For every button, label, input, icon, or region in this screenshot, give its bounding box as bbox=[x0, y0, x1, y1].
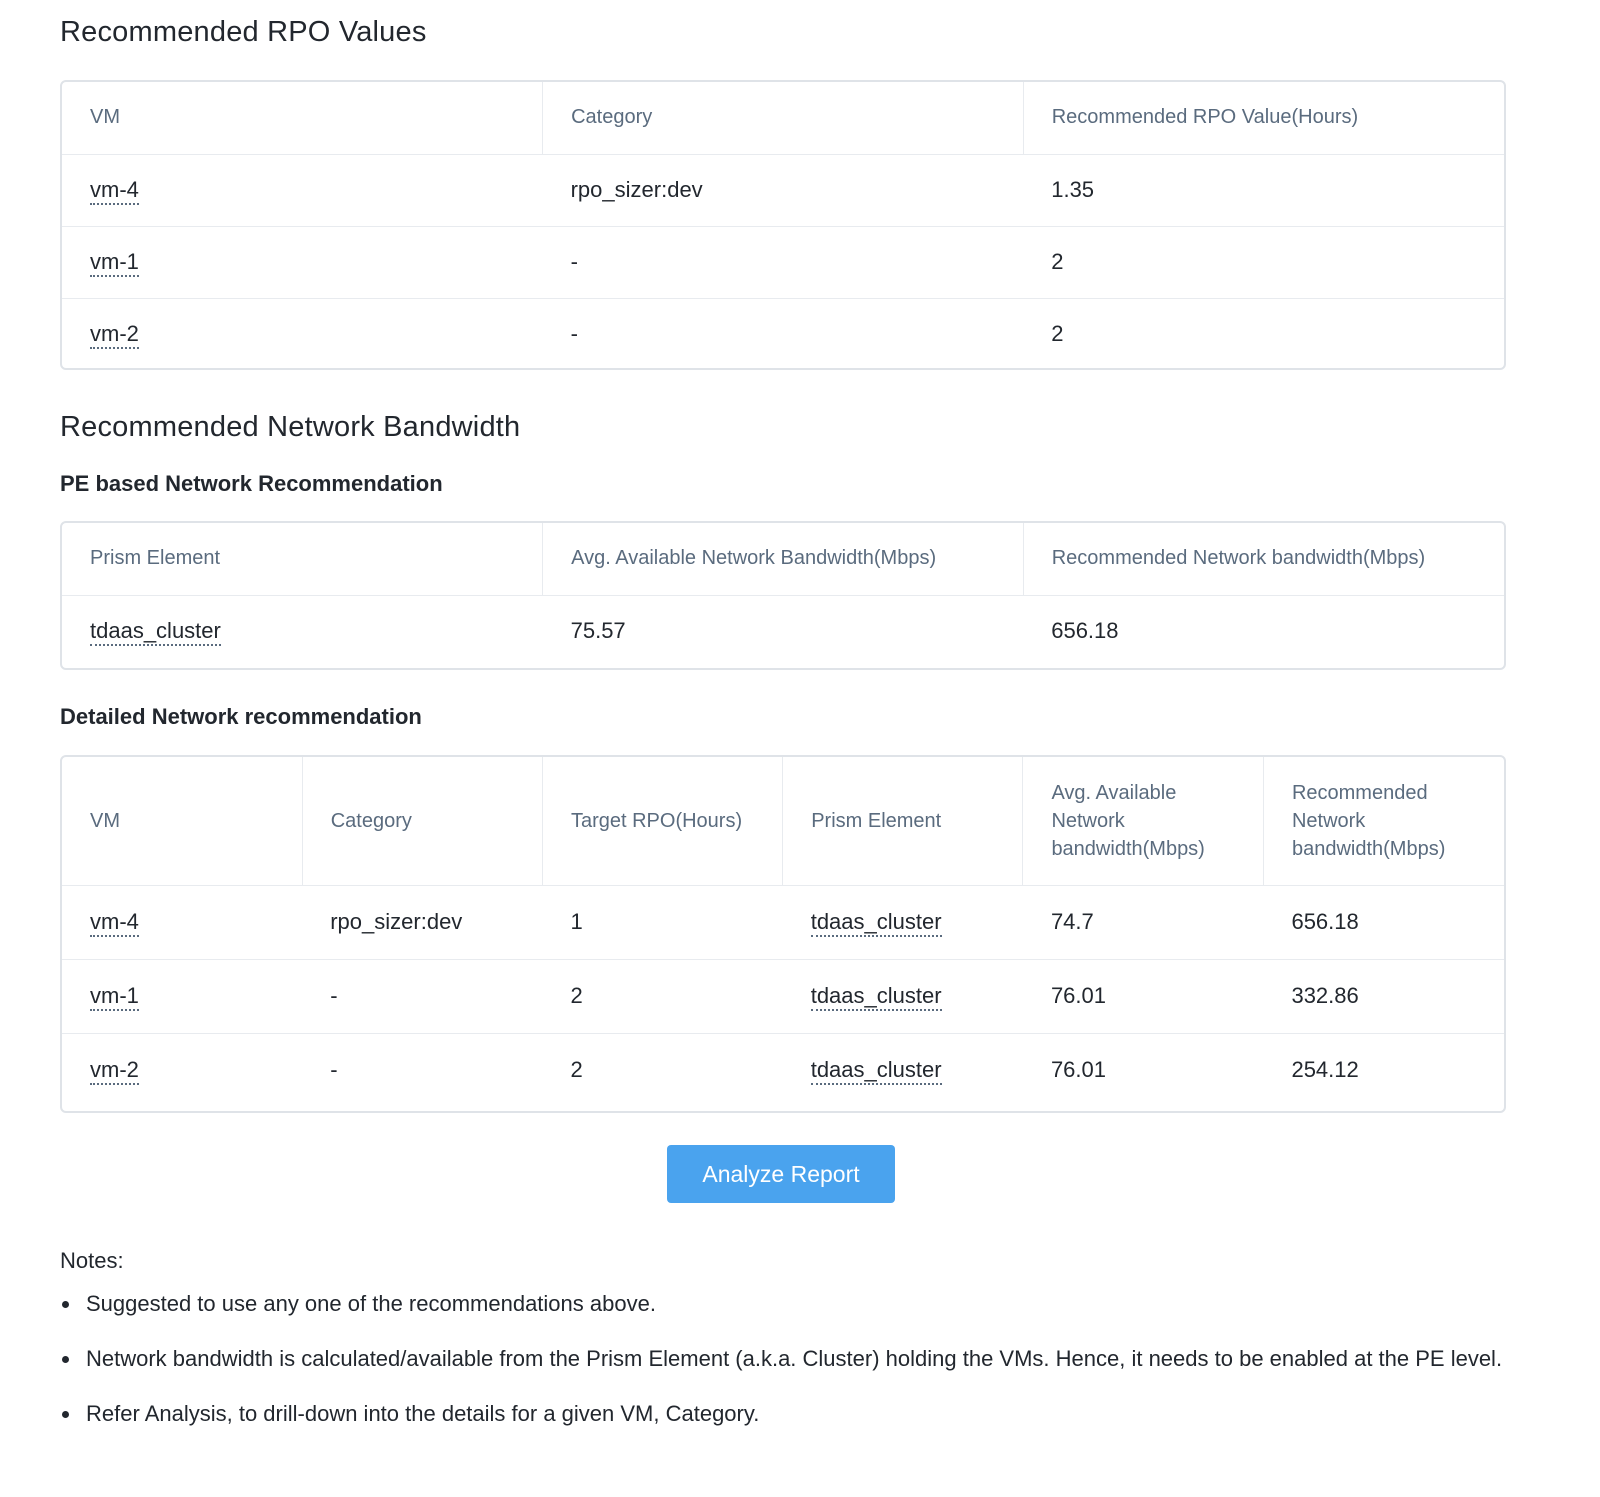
rpo-table bbox=[60, 80, 1506, 370]
column-header-target-rpo: Target RPO(Hours) bbox=[542, 757, 782, 885]
cell-vm bbox=[62, 298, 543, 370]
notes-label: Notes: bbox=[60, 1248, 124, 1273]
column-header-category: Category bbox=[543, 82, 1024, 154]
table-row bbox=[62, 1033, 1504, 1107]
cell-vm bbox=[62, 226, 543, 298]
cell-target-rpo: 1 bbox=[542, 885, 782, 959]
cell-target-rpo: 2 bbox=[542, 1033, 782, 1107]
table-header-row bbox=[62, 523, 1504, 595]
cell-target-rpo: 2 bbox=[542, 959, 782, 1033]
cell-category: - bbox=[543, 226, 1024, 298]
column-header-category: Category bbox=[302, 757, 542, 885]
list-item: Refer Analysis, to drill-down into the details for a given VM, Category. bbox=[60, 1394, 1504, 1434]
cell-vm bbox=[62, 885, 302, 959]
cell-category: - bbox=[543, 298, 1024, 370]
cell-recommended-bandwidth: 254.12 bbox=[1263, 1033, 1504, 1107]
notes-list bbox=[60, 1284, 1504, 1434]
prism-element-link[interactable]: tdaas_cluster bbox=[90, 618, 221, 646]
list-item: Suggested to use any one of the recommendations above. bbox=[60, 1284, 1504, 1324]
cell-prism-element bbox=[783, 885, 1023, 959]
cell-category: rpo_sizer:dev bbox=[543, 154, 1024, 226]
vm-link[interactable]: vm-4 bbox=[90, 177, 139, 205]
cell-category: - bbox=[302, 959, 542, 1033]
column-header-avg-bandwidth: Avg. Available Network bandwidth(Mbps) bbox=[1023, 757, 1264, 885]
column-header-recommended-bandwidth: Recommended Network bandwidth(Mbps) bbox=[1291, 781, 1446, 860]
cell-prism-element bbox=[783, 1033, 1023, 1107]
cell-category: - bbox=[302, 1033, 542, 1107]
prism-element-link[interactable]: tdaas_cluster bbox=[811, 983, 942, 1011]
table-row bbox=[62, 885, 1504, 959]
cell-vm bbox=[62, 959, 302, 1033]
column-header-avg-bandwidth: Avg. Available Network Bandwidth(Mbps) bbox=[543, 523, 1024, 595]
vm-link[interactable]: vm-1 bbox=[90, 983, 139, 1011]
list-item: Network bandwidth is calculated/available from the Prism Element (a.k.a. Cluster) holding the VMs. Hence, it needs to be enabled at the PE level. bbox=[60, 1339, 1504, 1379]
vm-link[interactable]: vm-2 bbox=[90, 321, 139, 349]
table-row bbox=[62, 595, 1504, 667]
vm-link[interactable]: vm-2 bbox=[90, 1057, 139, 1085]
prism-element-link[interactable]: tdaas_cluster bbox=[811, 909, 942, 937]
cell-recommended-bandwidth: 656.18 bbox=[1023, 595, 1504, 667]
action-bar bbox=[667, 1145, 895, 1203]
cell-recommended-bandwidth: 332.86 bbox=[1263, 959, 1504, 1033]
column-header-recommended-bandwidth: Recommended Network bandwidth(Mbps) bbox=[1051, 547, 1426, 570]
table-header-row bbox=[62, 757, 1504, 885]
cell-vm bbox=[62, 154, 543, 226]
pe-network-table bbox=[60, 521, 1506, 670]
cell-prism-element bbox=[62, 595, 543, 667]
column-header-vm: VM bbox=[62, 757, 302, 885]
network-section-title: Recommended Network Bandwidth bbox=[60, 411, 521, 443]
vm-link[interactable]: vm-4 bbox=[90, 909, 139, 937]
cell-avg-bandwidth: 74.7 bbox=[1023, 885, 1264, 959]
cell-vm bbox=[62, 1033, 302, 1107]
detailed-network-table bbox=[60, 755, 1506, 1113]
table-row bbox=[62, 298, 1504, 370]
table-row bbox=[62, 154, 1504, 226]
cell-rpo: 1.35 bbox=[1023, 154, 1504, 226]
cell-recommended-bandwidth: 656.18 bbox=[1263, 885, 1504, 959]
detail-subtitle: Detailed Network recommendation bbox=[60, 704, 422, 729]
cell-prism-element bbox=[783, 959, 1023, 1033]
analyze-report-button[interactable]: Analyze Report bbox=[667, 1145, 895, 1203]
vm-link[interactable]: vm-1 bbox=[90, 249, 139, 277]
cell-rpo: 2 bbox=[1023, 226, 1504, 298]
table-header-row bbox=[62, 82, 1504, 154]
column-header-rpo: Recommended RPO Value(Hours) bbox=[1051, 106, 1359, 129]
prism-element-link[interactable]: tdaas_cluster bbox=[811, 1057, 942, 1085]
column-header-prism-element: Prism Element bbox=[783, 757, 1023, 885]
table-row bbox=[62, 226, 1504, 298]
notes-section bbox=[60, 1248, 1504, 1449]
pe-subtitle: PE based Network Recommendation bbox=[60, 471, 443, 496]
cell-avg-bandwidth: 76.01 bbox=[1023, 959, 1264, 1033]
column-header-prism-element: Prism Element bbox=[62, 523, 543, 595]
cell-category: rpo_sizer:dev bbox=[302, 885, 542, 959]
cell-avg-bandwidth: 75.57 bbox=[543, 595, 1024, 667]
cell-rpo: 2 bbox=[1023, 298, 1504, 370]
column-header-vm: VM bbox=[62, 82, 543, 154]
table-row bbox=[62, 959, 1504, 1033]
rpo-section-title: Recommended RPO Values bbox=[60, 16, 427, 48]
cell-avg-bandwidth: 76.01 bbox=[1023, 1033, 1264, 1107]
